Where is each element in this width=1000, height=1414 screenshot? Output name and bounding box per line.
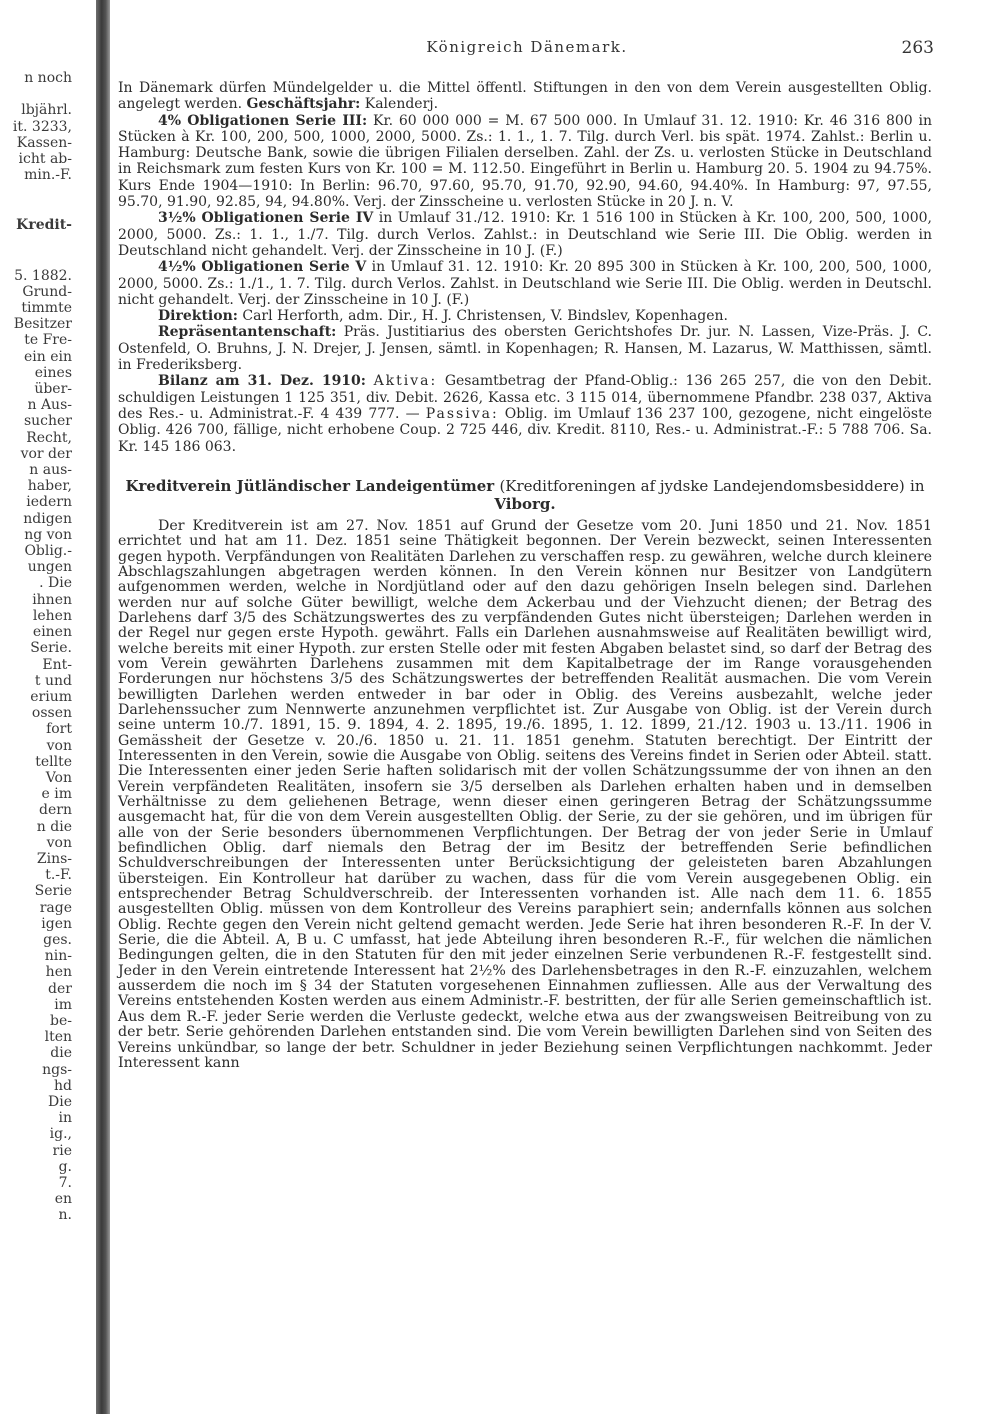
margin-line: n noch	[24, 70, 72, 86]
intro-text: In Dänemark dürfen Mündelgelder u. die Mittel öffentl. Stiftungen in den von dem Verein ausgestellten Oblig. angelegt werden.	[118, 80, 932, 113]
margin-line: hd	[54, 1077, 72, 1094]
margin-line: Kassen-	[16, 134, 72, 151]
margin-line: n.	[58, 1207, 72, 1224]
serie-5-label: 4½% Obligationen Serie V	[158, 259, 367, 276]
margin-line: nin-	[44, 948, 72, 965]
serie-4-paragraph	[118, 210, 932, 259]
margin-line: sucher	[23, 413, 72, 430]
margin-line: n die	[36, 818, 72, 835]
margin-line: Oblig.-	[24, 543, 72, 560]
margin-line: ges.	[43, 931, 72, 948]
bilanz-paragraph	[118, 373, 932, 454]
main-column	[118, 80, 932, 1071]
margin-gap	[0, 234, 72, 268]
margin-line: Ent-	[42, 656, 72, 673]
margin-line: vor der	[20, 445, 72, 462]
geschaeftsjahr-label: Geschäftsjahr:	[246, 96, 361, 113]
margin-line: t.-F.	[45, 867, 72, 884]
margin-line: be-	[50, 1012, 72, 1029]
margin-line: von	[46, 834, 72, 851]
margin-line: te Fre-	[24, 332, 72, 349]
margin-line: t und	[34, 672, 72, 689]
margin-line: igen	[41, 915, 72, 932]
margin-line: . Die	[39, 575, 72, 592]
direktion-text: Carl Herforth, adm. Dir., H. J. Christensen, V. Bindslev, Kopenhagen.	[242, 308, 728, 325]
margin-line: im	[54, 996, 72, 1013]
margin-line: Kredit-	[16, 217, 72, 234]
margin-line: tellte	[35, 753, 72, 770]
aktiva-label: Aktiva:	[373, 373, 438, 390]
margin-line: g.	[58, 1158, 72, 1175]
margin-line: lehen	[32, 607, 72, 624]
geschaeftsjahr-value: Kalenderj.	[364, 96, 439, 113]
margin-line	[0, 86, 72, 102]
serie-3-text: Kr. 60 000 000 = M. 67 500 000. In Umlauf 31. 12. 1910: Kr. 46 316 800 in Stücken à Kr. 100, 200, 500, 1000, 2000, 5000. Zs.: 1. 1., 1. 7. Tilg. durch Verl. bis spät. 1974. Zahlst.: Berlin u. Hamburg: Deutsche Bank, sowie die übrigen Filialen derselben. Zahl. der Zs. u. verlosten Stücke in Deutschland in Reichsmark zum festen Kurs von Kr. 100 = M. 112.50. Eingeführt in Berlin u. Hamburg 20. 5. 1904 zu 94.75%. Kurs Ende 1904—1910: In Berlin: 96.70, 97.60, 95.70, 91.70, 92.90, 94.60, 94.40%. In Hamburg: 97, 97.55, 95.70, 91.90, 92.85, 94, 94.80%. Verj. der Zinsscheine u. verlosten Stücke in 20 J. n. V.	[118, 112, 932, 211]
margin-line: n Aus-	[27, 397, 72, 414]
adjacent-page-fragment	[0, 70, 72, 1224]
serie-5-text: in Umlauf 31. 12. 1910: Kr. 20 895 300 in Stücken à Kr. 100, 200, 500, 1000, 2000, 5000. Zs.: 1./1., 1. 7. Tilg. durch Verlos. Zahlst. in Deutschland wie Serie III. Die Oblig. werden in Deutschl. nicht gehandelt. Verj. der Zinsscheine in 10 J. (F.)	[118, 259, 933, 308]
serie-4-text: in Umlauf 31./12. 1910: Kr. 1 516 100 in Stücken à Kr. 100, 200, 500, 1000, 2000, 5000. Zs.: 1. 1., 1./7. Tilg. durch Verlos. Zahlst.: in Deutschland wie Serie III. Die Oblig. werden in Deutschland nicht gehandelt. Verj. der Zinsscheine in 10 J. (F.)	[118, 210, 933, 259]
page-number: 263	[901, 38, 934, 58]
margin-line: der	[48, 980, 72, 997]
margin-line: en	[54, 1191, 72, 1208]
margin-line: ig.,	[49, 1126, 72, 1143]
margin-line: ungen	[27, 559, 72, 576]
section-title-city: Viborg.	[494, 494, 556, 513]
page-header	[120, 38, 934, 58]
repraesentanten-paragraph	[118, 324, 932, 373]
serie-3-paragraph	[118, 113, 932, 211]
passiva-label: Passiva:	[425, 405, 499, 422]
margin-line: iedern	[26, 494, 72, 511]
margin-line: rage	[39, 899, 72, 916]
margin-line: Grund-	[22, 283, 72, 300]
margin-line: ihnen	[32, 591, 72, 608]
margin-line: timmte	[21, 300, 72, 317]
repraesentanten-text: Präs. Justitiarius des obersten Gerichtshofes Dr. jur. N. Lassen, Vize-Präs. J. C. Ostenfeld, O. Bruhns, J. N. Drejer, J. Jensen, sämtl. in Kopenhagen; R. Hansen, M. Lazarus, W. Matthissen, sämtl. in Frederiksberg.	[118, 324, 932, 374]
margin-line: hen	[45, 964, 72, 981]
margin-line: icht ab-	[18, 151, 72, 168]
serie-4-label: 3½% Obligationen Serie IV	[158, 210, 374, 227]
margin-line: in	[58, 1110, 72, 1127]
margin-line: ng von	[24, 526, 72, 543]
margin-line: lbjährl.	[21, 102, 72, 119]
margin-line: min.-F.	[24, 167, 72, 184]
margin-gap	[0, 183, 72, 217]
serie-3-label: 4% Obligationen Serie III:	[158, 112, 368, 129]
aktiva-text: Gesamtbetrag der Pfand-Oblig.: 136 265 257, die von den Debit. schuldigen Leistungen 1 125 351, div. Debit. 2626, Kassa etc. 3 115 014, übernommene Pfandbr. 238 037, Aktiva des Res.- u. Administrat.-F. 4 439 777. —	[118, 373, 932, 422]
direktion-label: Direktion:	[158, 308, 238, 325]
section-body: Der Kreditverein ist am 27. Nov. 1851 auf Grund der Gesetze vom 20. Juni 1850 und 21. Nov. 1851 errichtet und hat am 11. Dez. 1851 seine Thätigkeit begonnen. Der Verein bezweckt, seinen Interessenten gegen hypoth. Verpfändungen von Realitäten Darlehen zu verschaffen resp. zu gewähren, welche durch kleinere Abschlagszahlungen abgetragen werden können. In den Verein können nur Besitzer von Landgütern aufgenommen werden, welche in Nordjütland oder auf den dazu gehörigen Inseln belegen sind. Darlehen werden nur auf solche Güter bewilligt, welche dem Ackerbau und der Viehzucht dienen; der Betrag des Darlehens darf 3/5 des Schätzungswertes des zu verpfändenden Gutes nicht übersteigen; Darlehen werden in der Regel nur gegen erste Hypoth. gewährt. Falls ein Darlehen ausnahmsweise auf Realitäten bewilligt wird, welche bereits mit einer Hypoth. zur ersten Stelle oder mit festen Abgaben belastet sind, so darf der Betrag des vom Verein gewährten Darlehens zusammen mit dem Kapitalbetrage der im Range vorausgehenden Forderungen nur höchstens 3/5 des Schätzungswertes der betreffenden Realität ausmachen. Die vom Verein bewilligten Darlehen werden entweder in bar oder in Oblig. des Vereins ausbezahlt, welche jeder Darlehenssucher zum Nennwerte anzunehmen verpflichtet ist. Zur Ausgabe von Oblig. ist der Verein durch seine unterm 10./7. 1891, 15. 9. 1894, 4. 2. 1895, 19./6. 1895, 1. 12. 1899, 21./12. 1903 u. 13./11. 1906 in Gemässheit der Gesetze v. 20./6. 1850 u. 21. 11. 1851 genehm. Statuten berechtigt. Der Eintritt der Interessenten in den Verein, sowie die Ausgabe von Oblig. seitens des Vereins findet in Serien oder Abteil. statt. Die Interessenten einer jeden Serie haften solidarisch mit der vollen Schätzungssumme der von ihnen an den Verein verpfändeten Realitäten, insofern sie 3/5 derselben als Darlehen erhalten haben und in demselben Verhältnisse zu dem geliehenen Betrage, wenn dieser einen geringeren Betrag der Schätzungssumme ausgemacht hat, für die von dem Verein ausgestellten Oblig. der Serie, zu der sie gehören, und im übrigen für alle von der Serie besonders übernommenen Verpflichtungen. Der Betrag der von jeder Serie in Umlauf befindlichen Oblig. darf niemals den Betrag der im Besitz der betreffenden Serie befindlichen Schuldverschreibungen der Interessenten unter Berücksichtigung der geleisteten baren Abzahlungen übersteigen. Ein Kontrolleur hat darüber zu wachen, dass für die vom Verein ausgegebenen Oblig. ein entsprechender Betrag Schuldverschreib. der Interessenten vorhanden ist. Alle nach dem 11. 6. 1855 ausgestellten Oblig. müssen von dem Kontrolleur des Vereins paraphiert sein; andernfalls können aus solchen Oblig. Rechte gegen den Verein nicht geltend gemacht werden. Jede Serie hat ihren besonderen R.-F. In der V. Serie, die die Abteil. A, B u. C umfasst, hat jede Abteilung ihren besonderen R.-F., für welchen die nämlichen Bedingungen gelten, die in den Statuten für den mit jeder einzelnen Serie verbundenen R.-F. festgestellt sind. Jeder in den Verein eintretende Interessent hat 2½% des Darlehensbetrages in den R.-F. einzuzahlen, welchem ausserdem die noch im § 34 der Statuten vorgesehenen Einnahmen zufliessen. Alle aus der Verwaltung des Vereins entstehenden Kosten werden aus einem Administr.-F. bestritten, der für alle Serien gemeinschaftlich ist. Aus dem R.-F. jeder Serie werden die Verluste gedeckt, welche etwa aus der zwangsweisen Beitreibung von zu der betr. Serie gehörenden Darlehen entstanden sind. Die vom Verein bewilligten Darlehen sind von Seiten des Vereins unkündbar, so lange der betr. Schuldner in jeder Beziehung seinen Verpflichtungen nachkommt. Jeder Interessent kann	[118, 517, 932, 1071]
margin-line: die	[50, 1045, 72, 1062]
margin-line: 7.	[58, 1175, 72, 1191]
margin-line: 5. 1882.	[14, 267, 72, 284]
section-title-danish: (Kreditforeningen af jydske Landejendomsbesiddere)	[499, 476, 905, 495]
margin-line: Die	[48, 1093, 72, 1110]
binding-gutter	[96, 0, 110, 1414]
intro-paragraph	[118, 80, 932, 113]
margin-line: fort	[46, 721, 72, 738]
margin-line: einen	[32, 624, 72, 641]
margin-line: Besitzer	[13, 316, 72, 333]
margin-line: lten	[44, 1029, 72, 1046]
margin-line: rie	[52, 1142, 72, 1159]
running-head: Königreich Dänemark.	[426, 38, 628, 56]
margin-line: it. 3233,	[12, 118, 72, 135]
margin-line: Zins-	[36, 850, 72, 867]
margin-line: von	[46, 737, 72, 754]
margin-line: Recht,	[26, 429, 72, 446]
margin-line: über-	[34, 381, 72, 398]
serie-5-paragraph	[118, 259, 932, 308]
margin-line: Serie	[34, 883, 72, 900]
margin-line: ossen	[31, 705, 72, 722]
margin-line: e im	[41, 786, 72, 803]
passiva-text: Oblig. im Umlauf 136 237 100, gezogene, nicht eingelöste Oblig. 426 700, fällige, nicht erhobene Coup. 2 725 446, div. Kredit. 8110, Res.- u. Administrat.-F.: 5 788 706. Sa. Kr. 145 186 063.	[118, 405, 932, 455]
repraesentanten-label: Repräsentantenschaft:	[158, 324, 337, 341]
margin-line: Serie.	[30, 640, 72, 657]
section-title-in: in	[910, 476, 925, 495]
margin-line: haber,	[27, 478, 72, 495]
section-heading	[118, 477, 932, 513]
margin-line: erium	[30, 688, 72, 705]
bilanz-label: Bilanz am 31. Dez. 1910:	[158, 373, 366, 390]
margin-line: n aus-	[29, 462, 72, 479]
direktion-paragraph	[118, 308, 932, 324]
section-title-main: Kreditverein Jütländischer Landeigentümer	[125, 476, 495, 495]
margin-line: ein ein	[23, 348, 72, 365]
margin-line: Von	[45, 769, 72, 786]
margin-line: dern	[39, 802, 72, 819]
margin-line: eines	[34, 364, 72, 381]
margin-line: ndigen	[23, 510, 72, 527]
margin-line: ngs-	[42, 1061, 72, 1078]
